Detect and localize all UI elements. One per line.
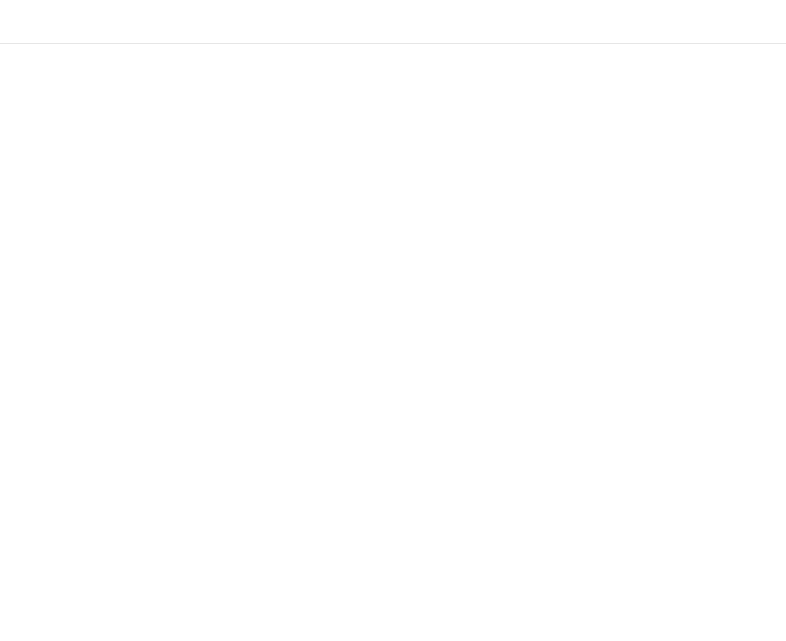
main-content [0,44,786,68]
header [0,0,786,44]
